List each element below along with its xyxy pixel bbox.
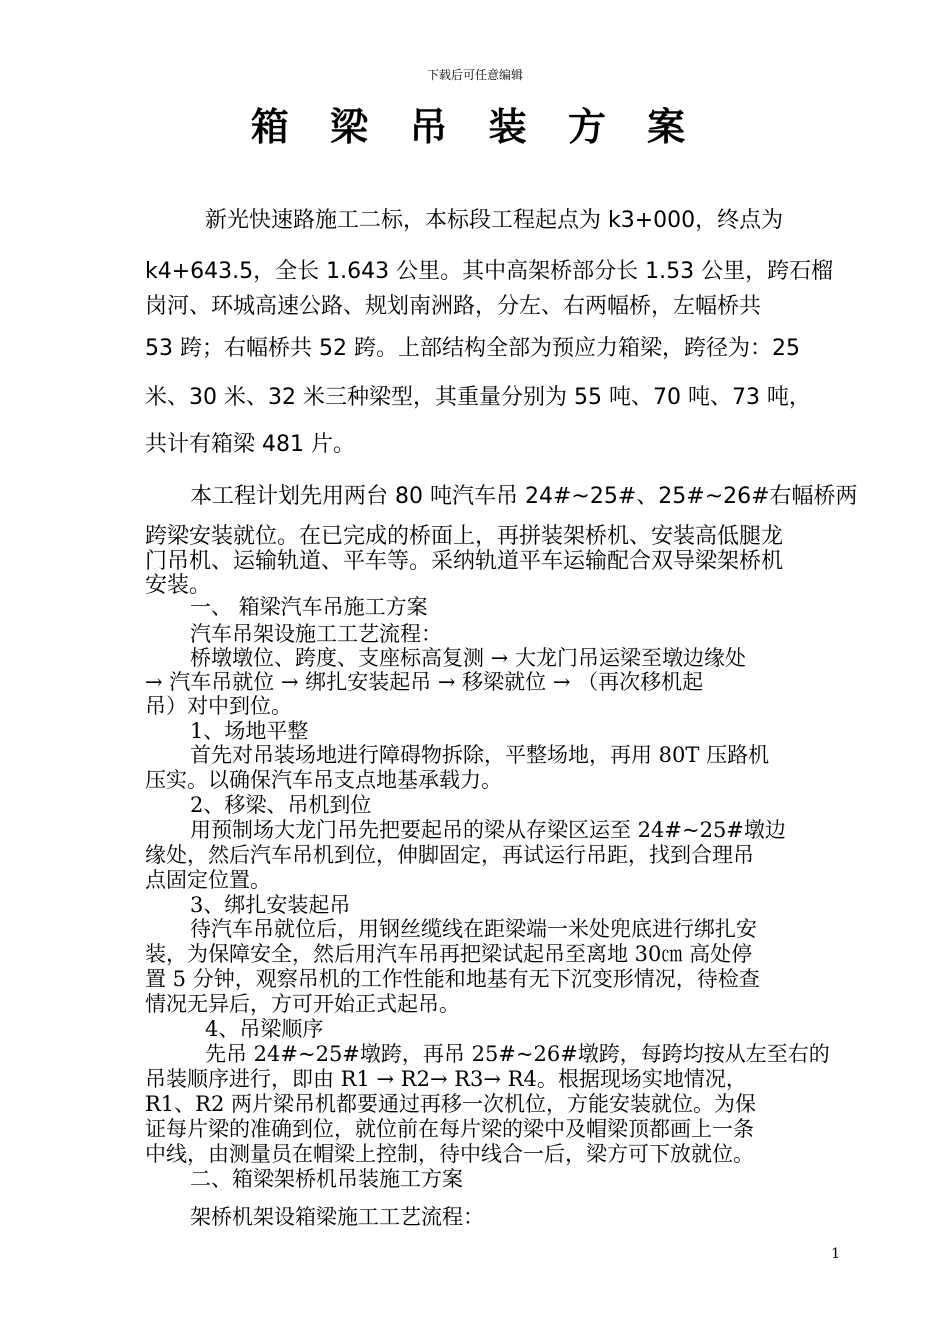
text-line: 架桥机架设箱梁施工工艺流程： bbox=[190, 1205, 484, 1229]
text-line: 吊）对中到位。 bbox=[145, 694, 292, 718]
text-line: 首先对吊装场地进行障碍物拆除，平整场地，再用 80T 压路机 bbox=[190, 743, 770, 767]
text-line: 吊装顺序进行，即由 R1 → R2→ R3→ R4。根据现场实地情况， bbox=[145, 1067, 747, 1091]
text-line: 点固定位置。 bbox=[145, 868, 271, 892]
text-line: 装，为保障安全，然后用汽车吊再把梁试起吊至离地 30㎝ 高处停 bbox=[145, 942, 753, 966]
page-header: 下载后可任意编辑 bbox=[426, 68, 523, 82]
text-line: 米、30 米、32 米三种梁型，其重量分别为 55 吨、70 吨、73 吨， bbox=[145, 385, 811, 410]
text-line: 缘处，然后汽车吊机到位，伸脚固定，再试运行吊距，找到合理吊 bbox=[145, 843, 754, 867]
text-line: 情况无异后，方可开始正式起吊。 bbox=[145, 992, 460, 1016]
text-line: 安装。 bbox=[145, 573, 212, 598]
text-line: 置 5 分钟，观察吊机的工作性能和地基有无下沉变形情况，待检查 bbox=[145, 967, 760, 991]
text-line: 岗河、环城高速公路、规划南洲路，分左、右两幅桥，左幅桥共 bbox=[145, 294, 762, 319]
text-line: 1、场地平整 bbox=[190, 719, 309, 743]
text-line: 桥墩墩位、跨度、支座标高复测 → 大龙门吊运梁至墩边缘处 bbox=[190, 646, 746, 670]
text-line: 门吊机、运输轨道、平车等。采纳轨道平车运输配合双导梁架桥机 bbox=[145, 549, 784, 574]
text-line: 一、 箱梁汽车吊施工方案 bbox=[190, 595, 428, 619]
text-line: → 汽车吊就位 → 绑扎安装起吊 → 移梁就位 → （再次移机起 bbox=[145, 670, 704, 694]
page-number: 1 bbox=[831, 1246, 840, 1262]
text-line: 共计有箱梁 481 片。 bbox=[145, 432, 355, 457]
text-line: 中线，由测量员在帽梁上控制，待中线合一后，梁方可下放就位。 bbox=[145, 1142, 754, 1166]
text-line: 新光快速路施工二标，本标段工程起点为 k3+000，终点为 bbox=[205, 208, 784, 233]
text-line: 待汽车吊就位后，用钢丝缆线在距梁端一米处兜底进行绑扎安 bbox=[190, 917, 757, 941]
text-line: 压实。以确保汽车吊支点地基承载力。 bbox=[145, 768, 502, 792]
text-line: 先吊 24#~25#墩跨，再吊 25#~26#墩跨，每跨均按从左至右的 bbox=[205, 1042, 830, 1066]
text-line: 3、绑扎安装起吊 bbox=[190, 893, 351, 917]
text-line: 跨梁安装就位。在已完成的桥面上，再拼装架桥机、安装高低腿龙 bbox=[145, 524, 784, 549]
text-line: 二、箱梁架桥机吊装施工方案 bbox=[190, 1167, 463, 1191]
text-line: 汽车吊架设施工工艺流程： bbox=[190, 622, 442, 646]
text-line: 53 跨；右幅桥共 52 跨。上部结构全部为预应力箱梁，跨径为：25 bbox=[145, 336, 800, 361]
text-line: 用预制场大龙门吊先把要起吊的梁从存梁区运至 24#~25#墩边 bbox=[190, 818, 786, 842]
document-title: 箱 梁 吊 装 方 案 bbox=[250, 104, 700, 149]
text-line: R1、R2 两片梁吊机都要通过再移一次机位，方能安装就位。为保 bbox=[145, 1092, 757, 1116]
text-line: 2、移梁、吊机到位 bbox=[190, 793, 372, 817]
text-line: 本工程计划先用两台 80 吨汽车吊 24#~25#、25#~26#右幅桥两 bbox=[190, 484, 858, 509]
text-line: 证每片梁的准确到位，就位前在每片梁的梁中及帽梁顶都画上一条 bbox=[145, 1117, 754, 1141]
text-line: k4+643.5，全长 1.643 公里。其中高架桥部分长 1.53 公里，跨石榴 bbox=[145, 259, 834, 284]
text-line: 4、吊梁顺序 bbox=[205, 1017, 324, 1041]
